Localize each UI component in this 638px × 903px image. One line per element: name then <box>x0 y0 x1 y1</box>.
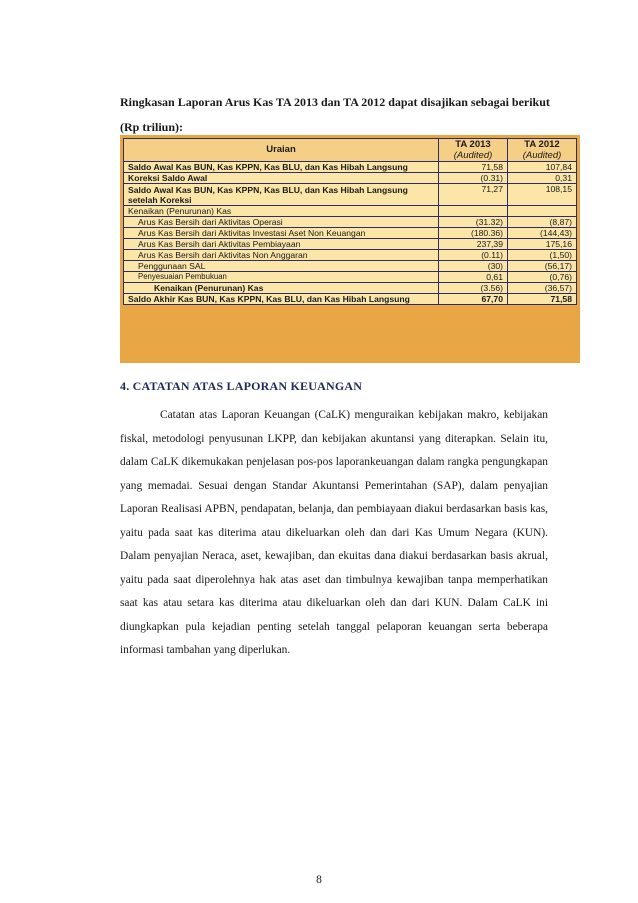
row-label: Arus Kas Bersih dari Aktivitas Pembiayaan <box>124 239 439 250</box>
row-label: Penggunaan SAL <box>124 261 439 272</box>
row-label: Koreksi Saldo Awal <box>124 173 439 184</box>
row-value-2012: (0,76) <box>508 272 577 283</box>
section-body-text: Catatan atas Laporan Keuangan (CaLK) menguraikan kebijakan makro, kebijakan fiskal, metodologi penyusunan LKPP, dan kebijakan akuntansi yang diterapkan. Selain itu, dalam CaLK dikemukakan penjelasan pos-pos laporankeuangan dalam rangka pengungkapan yang memadai. Sesuai dengan Standar Akuntansi Pemerintahan (SAP), dalam penyajian Laporan Realisasi APBN, pendapatan, belanja, dan pembiayaan diakui berdasarkan basis kas, yaitu pada saat kas diterima atau dikeluarkan oleh dan dari Kas Umum Negara (KUN). Dalam penyajian Neraca, aset, kewajiban, dan ekuitas dana diakui berdasarkan basis akrual, yaitu pada saat diperolehnya hak atas aset dan timbulnya kewajiban tanpa memperhatikan saat kas atau setara kas diterima atau dikeluarkan oleh dan dari KUN. Dalam CaLK ini diungkapkan pula kejadian penting setelah tanggal pelaporan keuangan serta beberapa informasi tambahan yang diperlukan. <box>120 409 548 656</box>
row-value-2013: 67,70 <box>439 294 508 305</box>
section-body <box>120 404 548 663</box>
header-ta-2013-label: TA 2013 <box>455 139 491 150</box>
row-label: Kenaikan (Penurunan) Kas <box>124 283 439 294</box>
row-label: Saldo Awal Kas BUN, Kas KPPN, Kas BLU, dan Kas Hibah Langsung <box>124 162 439 173</box>
table-row <box>124 283 577 294</box>
section-number: 4. <box>120 379 130 393</box>
header-ta-2012 <box>508 139 577 162</box>
header-uraian: Uraian <box>124 139 439 162</box>
row-value-2012: (1,50) <box>508 250 577 261</box>
row-label: Kenaikan (Penurunan) Kas <box>124 206 439 217</box>
header-ta-2012-label: TA 2012 <box>524 139 560 150</box>
table-row <box>124 261 577 272</box>
row-label: Penyesuaian Pembukuan <box>124 272 439 283</box>
table-row <box>124 239 577 250</box>
table-row <box>124 162 577 173</box>
table-row <box>124 173 577 184</box>
row-value-2013: (3.56) <box>439 283 508 294</box>
intro-paragraph: Ringkasan Laporan Arus Kas TA 2013 dan TA 2012 dapat disajikan sebagai berikut (Rp triliun): <box>120 95 550 134</box>
header-ta-2013 <box>439 139 508 162</box>
header-ta-2013-audited: (Audited) <box>453 150 493 161</box>
section-heading <box>120 379 362 394</box>
row-value-2012: 71,58 <box>508 294 577 305</box>
table-row <box>124 272 577 283</box>
table-row <box>124 206 577 217</box>
row-value-2012: (8,87) <box>508 217 577 228</box>
row-value-2012 <box>508 206 577 217</box>
row-value-2012: 175,16 <box>508 239 577 250</box>
page-number: 8 <box>316 874 322 886</box>
table-row <box>124 294 577 305</box>
row-value-2012: (56,17) <box>508 261 577 272</box>
table-row <box>124 184 577 206</box>
cash-flow-summary-table <box>120 135 580 363</box>
row-value-2013 <box>439 206 508 217</box>
row-value-2013: (30) <box>439 261 508 272</box>
row-value-2012: (36,57) <box>508 283 577 294</box>
row-label: Arus Kas Bersih dari Aktivitas Operasi <box>124 217 439 228</box>
row-value-2013: (0.11) <box>439 250 508 261</box>
row-value-2013: 0,61 <box>439 272 508 283</box>
row-value-2013: (31.32) <box>439 217 508 228</box>
row-value-2013: (0.31) <box>439 173 508 184</box>
table-row <box>124 250 577 261</box>
table-row <box>124 228 577 239</box>
row-label: Saldo Akhir Kas BUN, Kas KPPN, Kas BLU, dan Kas Hibah Langsung <box>124 294 439 305</box>
row-value-2013: 71,58 <box>439 162 508 173</box>
row-value-2013: (180.36) <box>439 228 508 239</box>
row-value-2012: 108,15 <box>508 184 577 206</box>
section-title: CATATAN ATAS LAPORAN KEUANGAN <box>132 379 363 393</box>
row-label: Saldo Awal Kas BUN, Kas KPPN, Kas BLU, dan Kas Hibah Langsung setelah Koreksi <box>124 184 439 206</box>
row-value-2013: 237,39 <box>439 239 508 250</box>
table-header-row <box>124 139 577 162</box>
header-ta-2012-audited: (Audited) <box>522 150 562 161</box>
row-label: Arus Kas Bersih dari Aktivitas Non Anggaran <box>124 250 439 261</box>
row-value-2012: 0,31 <box>508 173 577 184</box>
row-value-2013: 71,27 <box>439 184 508 206</box>
cash-flow-table <box>123 138 577 305</box>
table-row <box>124 217 577 228</box>
row-label: Arus Kas Bersih dari Aktivitas Investasi Aset Non Keuangan <box>124 228 439 239</box>
row-value-2012: 107,84 <box>508 162 577 173</box>
row-value-2012: (144,43) <box>508 228 577 239</box>
